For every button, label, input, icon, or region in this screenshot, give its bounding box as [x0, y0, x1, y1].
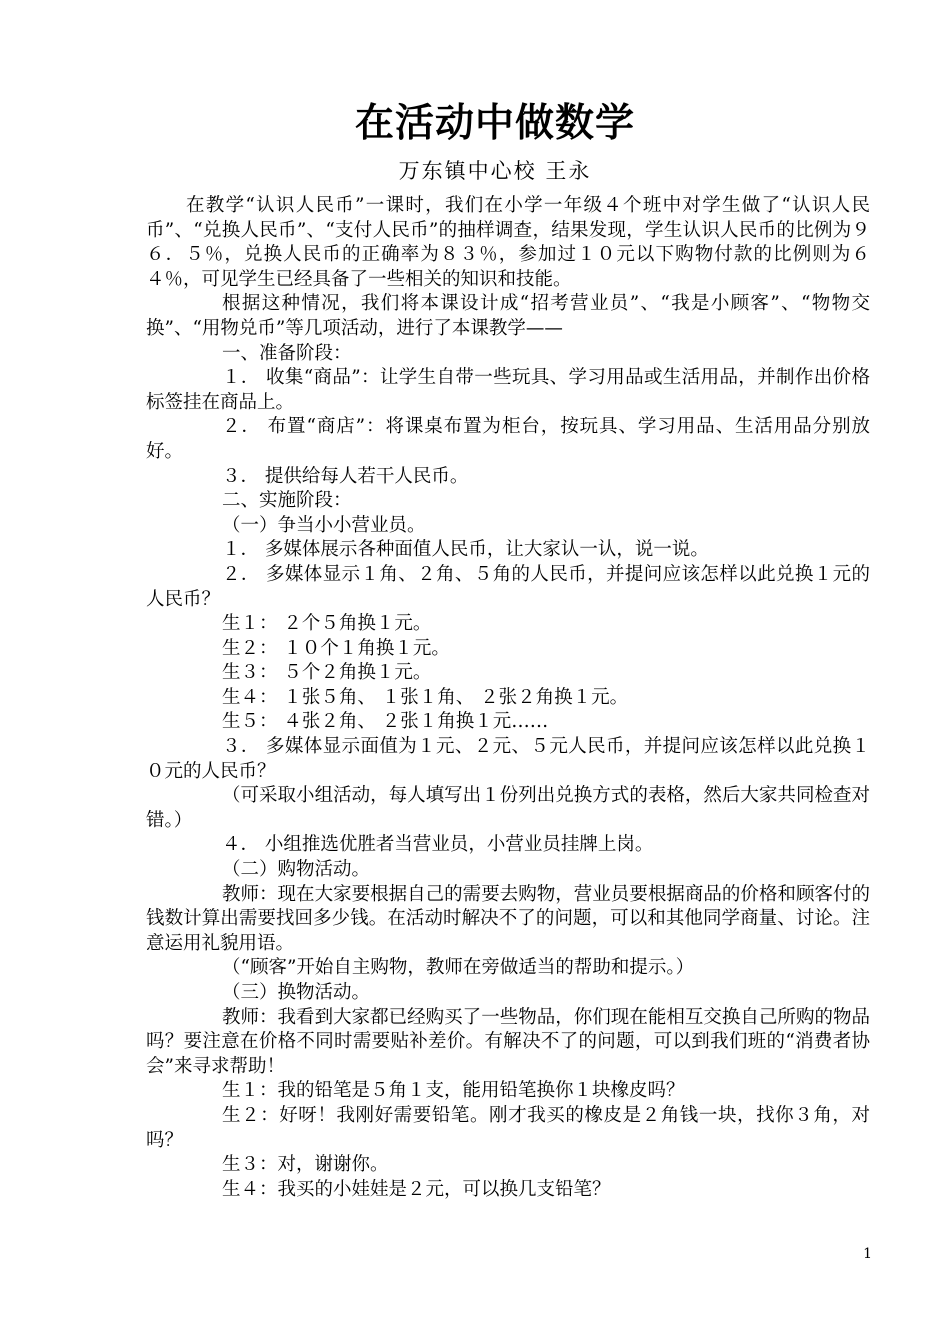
body-paragraph: ３． 多媒体显示面值为１元、２元、５元人民币，并提问应该怎样以此兑换１０元的人民币？	[146, 736, 870, 782]
body-paragraph: （一）争当小小营业员。	[222, 514, 426, 536]
page-number: 1	[863, 1246, 872, 1262]
body-paragraph: 生２： １０个１角换１元。	[222, 637, 450, 659]
body-paragraph: （“顾客”开始自主购物，教师在旁做适当的帮助和提示。）	[222, 957, 695, 979]
body-paragraph: 教师：我看到大家都已经购买了一些物品，你们现在能相互交换自己所购的物品吗？要注意在价格不同时需要贴补差价。有解决不了的问题，可以到我们班的“消费者协会”来寻求帮助！	[146, 1006, 870, 1077]
document-title: 在活动中做数学	[354, 101, 635, 146]
body-paragraph: （二）购物活动。	[222, 859, 371, 881]
body-paragraph: 生４： １张５角、 １张１角、 ２张２角换１元。	[222, 686, 629, 708]
body-paragraph: ２． 多媒体显示１角、２角、５角的人民币，并提问应该怎样以此兑换１元的人民币？	[146, 563, 870, 610]
body-paragraph: 生４：我买的小娃娃是２元，可以换几支铅笔？	[222, 1178, 611, 1200]
body-paragraph: 在教学“认识人民币”一课时，我们在小学一年级４个班中对学生做了“认识人民币”、“兑换人民币”、“支付人民币”的抽样调查，结果发现，学生认识人民币的比例为９６．５％，兑换人民币的正确率为８３％，参加过１０元以下购物付款的比例则为６４％，可见学生已经具备了一些相关的知识和技能。	[146, 195, 870, 290]
body-paragraph: 生５： ４张２角、 ２张１角换１元……	[222, 711, 549, 733]
body-paragraph: 生３：对，谢谢你。	[222, 1154, 389, 1176]
body-paragraph: 根据这种情况，我们将本课设计成“招考营业员”、“我是小顾客”、“物物交换”、“用物兑币”等几项活动，进行了本课教学——	[146, 293, 870, 339]
document-author: 万东镇中心校 王永	[398, 159, 592, 183]
body-paragraph: 二、实施阶段：	[222, 490, 352, 512]
body-paragraph: 生３： ５个２角换１元。	[222, 662, 432, 684]
body-paragraph: 生２：好呀！我刚好需要铅笔。刚才我买的橡皮是２角钱一块，找你３角，对吗？	[146, 1104, 870, 1151]
body-paragraph: 教师：现在大家要根据自己的需要去购物，营业员要根据商品的价格和顾客付的钱数计算出需要找回多少钱。在活动时解决不了的问题，可以和其他同学商量、讨论。注意运用礼貌用语。	[146, 883, 870, 954]
body-paragraph: １． 多媒体展示各种面值人民币，让大家认一认，说一说。	[222, 539, 709, 561]
document-body	[146, 194, 870, 1202]
body-paragraph: ４． 小组推选优胜者当营业员，小营业员挂牌上岗。	[222, 834, 654, 856]
body-paragraph: （可采取小组活动，每人填写出１份列出兑换方式的表格，然后大家共同检查对错。）	[146, 785, 870, 831]
body-paragraph: １． 收集“商品”：让学生自带一些玩具、学习用品或生活用品，并制作出价格标签挂在商品上。	[146, 367, 870, 413]
body-paragraph: 一、准备阶段：	[222, 342, 352, 364]
body-paragraph: ３． 提供给每人若干人民币。	[222, 465, 469, 487]
body-paragraph: ２． 布置“商店”：将课桌布置为柜台，按玩具、学习用品、生活用品分别放好。	[146, 416, 870, 462]
body-paragraph: 生１：我的铅笔是５角１支，能用铅笔换你１块橡皮吗？	[222, 1080, 685, 1102]
body-paragraph: 生１： ２个５角换１元。	[222, 613, 432, 635]
body-paragraph: （三）换物活动。	[222, 982, 371, 1003]
